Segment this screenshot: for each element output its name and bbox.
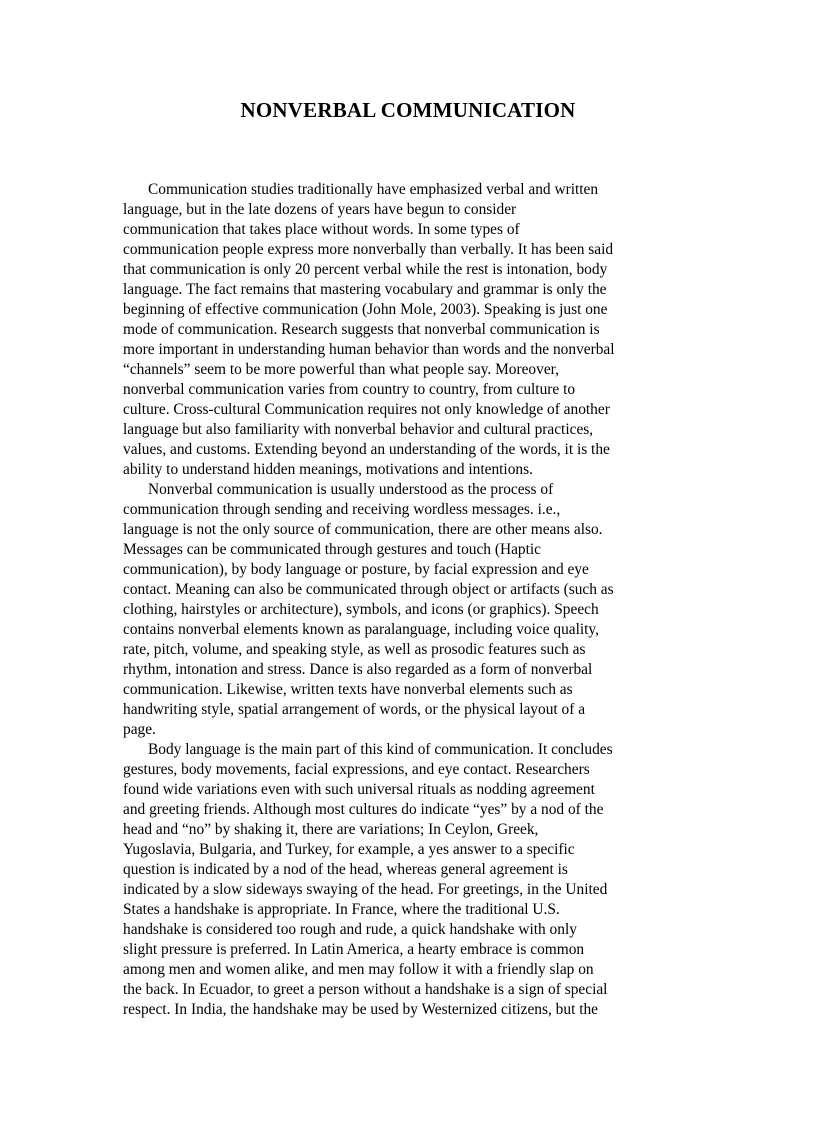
text-line: language is not the only source of communication, there are other means also. (123, 521, 603, 538)
text-line: ability to understand hidden meanings, motivations and intentions. (123, 461, 533, 478)
paragraph-definition (123, 480, 689, 740)
text-line: Body language is the main part of this kind of communication. It concludes (148, 741, 613, 758)
text-line: beginning of effective communication (John Mole, 2003). Speaking is just one (123, 301, 608, 318)
text-line: “channels” seem to be more powerful than what people say. Moreover, (123, 361, 560, 378)
text-line: contact. Meaning can also be communicated through object or artifacts (such as (123, 581, 614, 598)
text-line: handshake is considered too rough and rude, a quick handshake with only (123, 921, 577, 938)
text-line: values, and customs. Extending beyond an understanding of the words, it is the (123, 441, 610, 458)
text-line: more important in understanding human behavior than words and the nonverbal (123, 341, 615, 358)
paragraph-intro (123, 180, 689, 480)
text-line: communication), by body language or posture, by facial expression and eye (123, 561, 589, 578)
text-line: culture. Cross-cultural Communication requires not only knowledge of another (123, 401, 610, 418)
text-line: communication people express more nonverbally than verbally. It has been said (123, 241, 614, 258)
text-line: contains nonverbal elements known as paralanguage, including voice quality, (123, 621, 599, 638)
text-line: rate, pitch, volume, and speaking style, as well as prosodic features such as (123, 641, 586, 658)
text-line: and greeting friends. Although most cultures do indicate “yes” by a nod of the (123, 801, 604, 818)
text-line: handwriting style, spatial arrangement of words, or the physical layout of a (123, 701, 586, 718)
text-line: slight pressure is preferred. In Latin America, a hearty embrace is common (123, 941, 585, 958)
text-line: that communication is only 20 percent verbal while the rest is intonation, body (123, 261, 608, 278)
text-line: clothing, hairstyles or architecture), symbols, and icons (or graphics). Speech (123, 601, 599, 618)
text-line: head and “no” by shaking it, there are variations; In Ceylon, Greek, (123, 821, 539, 838)
text-line: nonverbal communication varies from country to country, from culture to (123, 381, 576, 398)
text-line: indicated by a slow sideways swaying of the head. For greetings, in the United (123, 881, 608, 898)
text-line: question is indicated by a nod of the head, whereas general agreement is (123, 861, 568, 878)
text-line: States a handshake is appropriate. In France, where the traditional U.S. (123, 901, 560, 918)
text-line: Communication studies traditionally have emphasized verbal and written (148, 181, 599, 198)
text-line: mode of communication. Research suggests that nonverbal communication is (123, 321, 600, 338)
document-body (123, 180, 689, 1020)
document-title: NONVERBAL COMMUNICATION (240, 98, 576, 122)
text-line: Messages can be communicated through gestures and touch (Haptic (123, 541, 541, 558)
text-line: Nonverbal communication is usually understood as the process of (148, 481, 554, 498)
text-line: among men and women alike, and men may follow it with a friendly slap on (123, 961, 594, 978)
text-line: language. The fact remains that mastering vocabulary and grammar is only the (123, 281, 607, 298)
text-line: rhythm, intonation and stress. Dance is also regarded as a form of nonverbal (123, 661, 593, 678)
text-line: page. (123, 721, 156, 738)
text-line: respect. In India, the handshake may be used by Westernized citizens, but the (123, 1001, 598, 1018)
text-line: communication through sending and receiving wordless messages. i.e., (123, 501, 561, 518)
text-line: language, but in the late dozens of years have begun to consider (123, 201, 517, 218)
text-line: language but also familiarity with nonverbal behavior and cultural practices, (123, 421, 594, 438)
text-line: communication that takes place without words. In some types of (123, 221, 520, 238)
paragraph-body-language (123, 740, 689, 1020)
text-line: the back. In Ecuador, to greet a person without a handshake is a sign of special (123, 981, 608, 998)
text-line: communication. Likewise, written texts have nonverbal elements such as (123, 681, 573, 698)
text-line: Yugoslavia, Bulgaria, and Turkey, for example, a yes answer to a specific (123, 841, 575, 858)
text-line: found wide variations even with such universal rituals as nodding agreement (123, 781, 595, 798)
text-line: gestures, body movements, facial expressions, and eye contact. Researchers (123, 761, 590, 778)
